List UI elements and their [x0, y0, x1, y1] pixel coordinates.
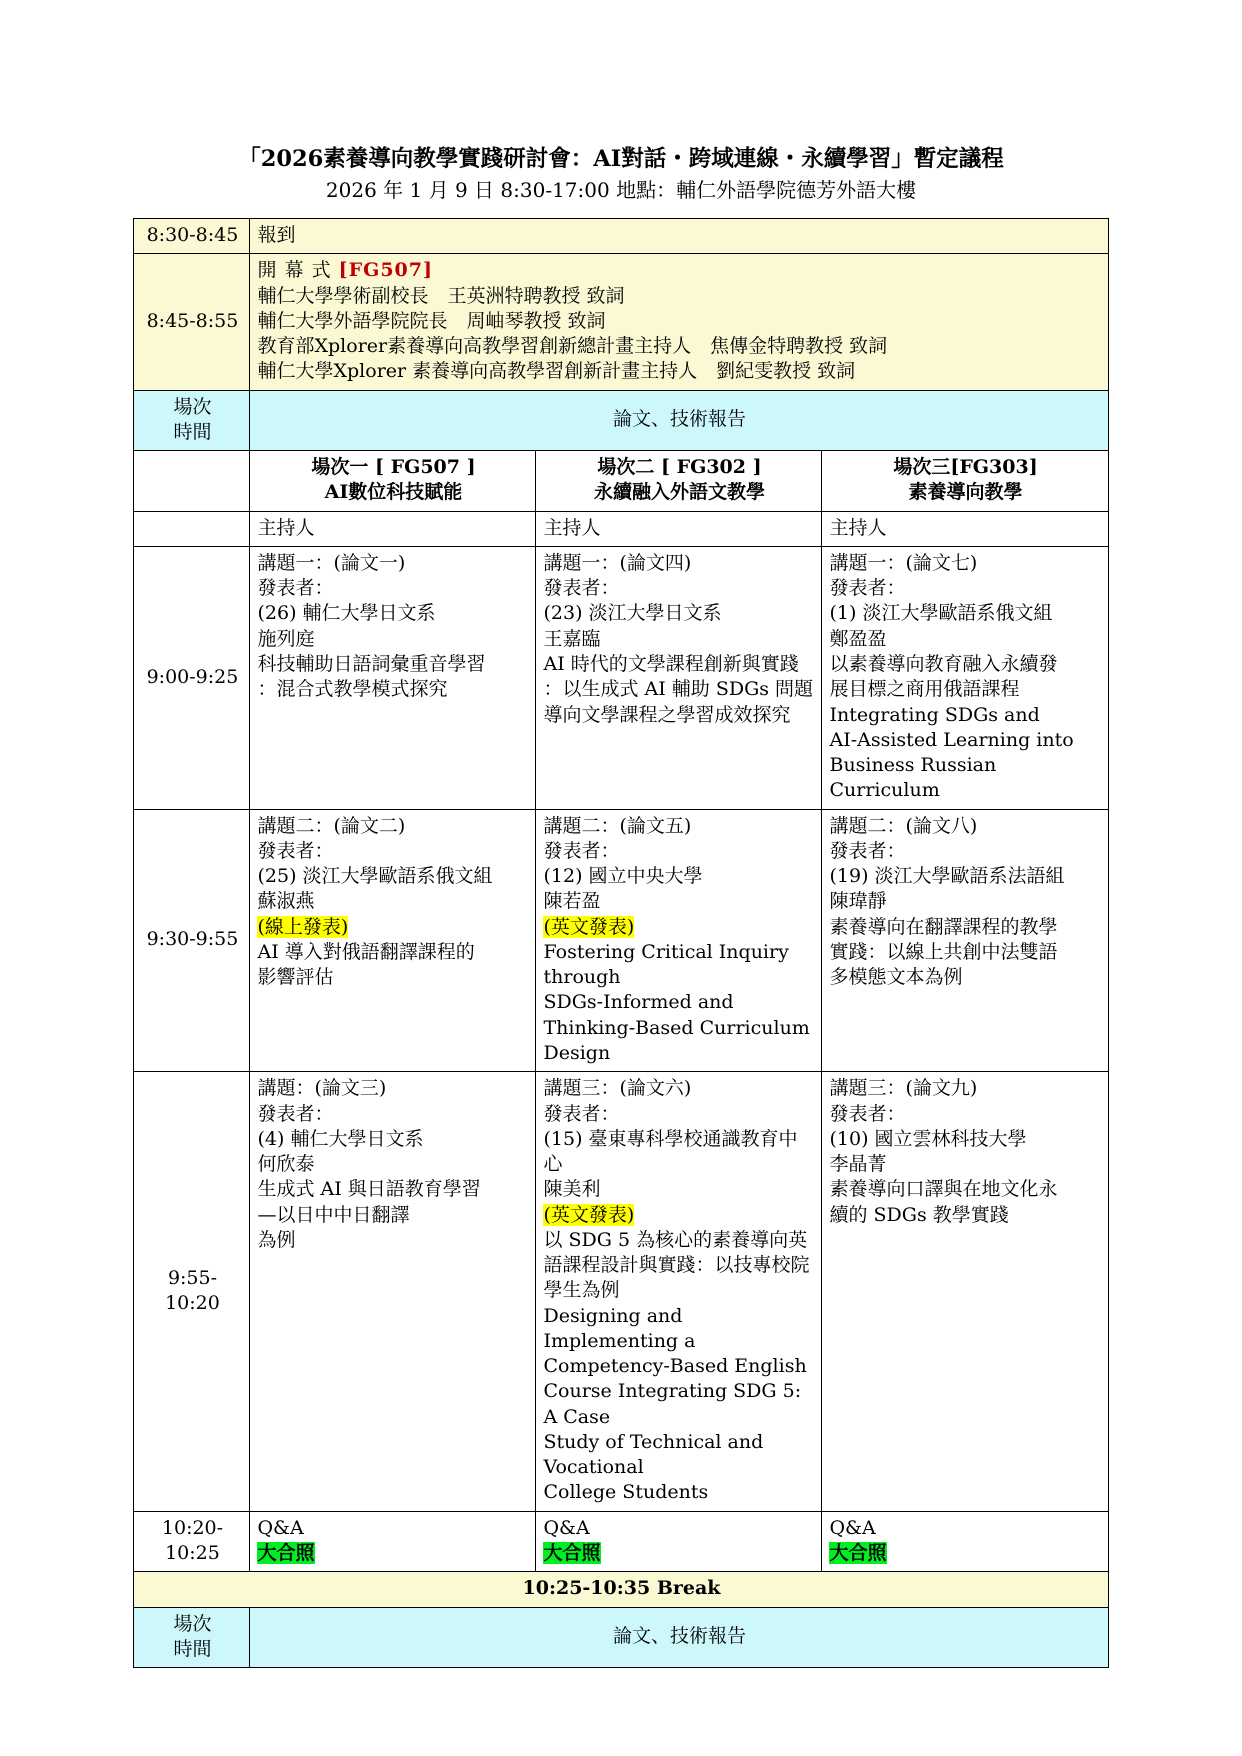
paper-title-line: Course Integrating SDG 5: A Case: [543, 1380, 802, 1428]
session-3-theme: 素養導向教學: [908, 481, 1023, 504]
paper-title-line: SDGs-Informed and: [543, 991, 734, 1014]
table-row-band-1: [134, 390, 1108, 451]
table-row-break: [134, 1572, 1108, 1607]
session-3-name: 場次三: [893, 456, 951, 479]
slot-cell: [822, 546, 1108, 809]
paper-title-line: 導向文學課程之學習成效探究: [543, 703, 791, 726]
paper-title-line: 生成式 AI 與日語教育學習: [257, 1178, 481, 1201]
group-photo-note: [257, 1541, 529, 1566]
paper-title-line: 實踐：以線上共創中法雙語: [829, 940, 1058, 963]
presenter-affiliation: (12) 國立中央大學: [543, 865, 703, 888]
presenter-label: 發表者：: [829, 839, 906, 862]
paper-title-line: 影響評估: [257, 966, 334, 989]
slot-time: 9:30-9:55: [134, 809, 250, 1072]
session-header-spacer: [134, 451, 250, 512]
presenter-name: 陳瑋靜: [829, 890, 887, 913]
slot-cell: [536, 809, 822, 1072]
slot-cell: [250, 546, 536, 809]
paper-title-line: ：以生成式 AI 輔助 SDGs 問題: [543, 678, 814, 701]
session-1-host: 主持人: [250, 511, 536, 546]
title-block: [0, 0, 1242, 204]
band-1-title: 論文、技術報告: [250, 390, 1108, 451]
page-title: 「2026素養導向教學實踐研討會：AI對話・跨域連線・永續學習」暫定議程: [238, 146, 1004, 172]
paper-title-line: Fostering Critical Inquiry through: [543, 940, 789, 989]
session-1-name: 場次一: [311, 456, 369, 479]
opening-content: [250, 254, 1108, 390]
paper-title-line: Designing and Implementing a: [543, 1304, 696, 1352]
slot-cell: [822, 809, 1108, 1072]
table-row-opening: [134, 254, 1108, 390]
paper-title-line: ：混合式教學模式探究: [257, 678, 448, 701]
paper-title-line: 為例: [257, 1228, 296, 1251]
paper-title-line: Business Russian Curriculum: [829, 754, 997, 802]
session-2-host: 主持人: [536, 511, 822, 546]
presenter-affiliation: (19) 淡江大學歐語系法語組: [829, 865, 1065, 888]
paper-title-line: 以素養導向教育融入永續發: [829, 652, 1058, 675]
presentation-mode-note: [543, 1203, 815, 1228]
presentation-mode-badge: (英文發表): [543, 1203, 635, 1226]
agenda-table: [133, 218, 1108, 1668]
paper-title-line: 多模態文本為例: [829, 966, 963, 989]
talk-topic: 講題二：(論文二): [257, 814, 406, 837]
paper-title-line: —以日中中日翻譯: [257, 1203, 410, 1226]
slot-time: 9:00-9:25: [134, 546, 250, 809]
presenter-label: 發表者：: [543, 577, 620, 600]
session-header-3: [822, 451, 1108, 512]
session-2-name: 場次二: [597, 456, 655, 479]
qa-time: 10:20-10:25: [134, 1511, 250, 1572]
band-2-time-label: [134, 1607, 250, 1668]
registration-time: 8:30-8:45: [134, 219, 250, 254]
talk-topic: 講題三：(論文六): [543, 1077, 692, 1100]
table-row-slot: [134, 546, 1108, 809]
paper-title-line: 學生為例: [543, 1279, 620, 1302]
registration-label: 報到: [250, 219, 1108, 254]
band-2-time-label-line1: 場次: [173, 1612, 212, 1635]
paper-title-line: Competency-Based English: [543, 1355, 807, 1378]
group-photo-badge: 大合照: [543, 1542, 601, 1565]
presenter-name: 陳若盈: [543, 890, 601, 913]
paper-title-line: Integrating SDGs and: [829, 703, 1040, 726]
table-row-qa: [134, 1511, 1108, 1572]
talk-topic: 講題二：(論文八): [829, 814, 978, 837]
table-row-registration: [134, 219, 1108, 254]
presenter-label: 發表者：: [257, 839, 334, 862]
presenter-affiliation: (1) 淡江大學歐語系俄文組: [829, 602, 1053, 625]
talk-topic: 講題一：(論文一): [257, 551, 406, 574]
qa-label: Q&A: [543, 1516, 590, 1539]
paper-title-line: Design: [543, 1041, 611, 1064]
talk-topic: 講題二：(論文五): [543, 814, 692, 837]
presenter-affiliation: (10) 國立雲林科技大學: [829, 1127, 1027, 1150]
session-2-theme: 永續融入外語文教學: [593, 481, 765, 504]
opening-line: 教育部Xplorer素養導向高教學習創新總計畫主持人 焦傳金特聘教授 致詞: [257, 335, 888, 358]
paper-title-line: AI 時代的文學課程創新與實踐: [543, 652, 799, 675]
paper-title-line: AI 導入對俄語翻譯課程的: [257, 940, 475, 963]
presenter-name: 李晶菁: [829, 1153, 887, 1176]
session-1-theme: AI數位科技賦能: [324, 481, 463, 504]
session-header-1: [250, 451, 536, 512]
presenter-name: 何欣泰: [257, 1153, 315, 1176]
paper-title-line: College Students: [543, 1481, 709, 1504]
talk-topic: 講題一：(論文四): [543, 551, 692, 574]
opening-line: 輔仁大學外語學院院長 周岫琴教授 致詞: [257, 309, 606, 332]
paper-title-line: 素養導向在翻譯課程的教學: [829, 915, 1058, 938]
opening-line: 輔仁大學學術副校長 王英洲特聘教授 致詞: [257, 284, 625, 307]
table-row-band-2: [134, 1607, 1108, 1668]
paper-title-line: Thinking-Based Curriculum: [543, 1016, 810, 1039]
qa-cell: [822, 1511, 1108, 1572]
session-2-room: [ FG302 ]: [661, 456, 762, 479]
session-3-host: 主持人: [822, 511, 1108, 546]
presenter-affiliation: (4) 輔仁大學日文系: [257, 1127, 424, 1150]
slot-cell: [536, 1072, 822, 1512]
presenter-label: 發表者：: [829, 577, 906, 600]
group-photo-note: [829, 1541, 1101, 1566]
group-photo-badge: 大合照: [257, 1542, 315, 1565]
presenter-name: 蘇淑燕: [257, 890, 315, 913]
paper-title-line: 科技輔助日語詞彙重音學習: [257, 652, 486, 675]
presenter-affiliation: (26) 輔仁大學日文系: [257, 602, 436, 625]
paper-title-line: Study of Technical and Vocational: [543, 1430, 764, 1479]
paper-title-line: 素養導向口譯與在地文化永: [829, 1178, 1058, 1201]
presenter-label: 發表者：: [257, 577, 334, 600]
group-photo-badge: 大合照: [829, 1542, 887, 1565]
table-row-slot: [134, 809, 1108, 1072]
paper-title-line: 語課程設計與實踐：以技專校院: [543, 1254, 810, 1277]
qa-cell: [250, 1511, 536, 1572]
band-1-time-label: [134, 390, 250, 451]
band-2-time-label-line2: 時間: [173, 1637, 212, 1660]
talk-topic: 講題三：(論文九): [829, 1077, 978, 1100]
presenter-affiliation: (23) 淡江大學日文系: [543, 602, 722, 625]
qa-label: Q&A: [829, 1516, 876, 1539]
paper-title-line: 續的 SDGs 教學實踐: [829, 1203, 1009, 1226]
presenter-label: 發表者：: [543, 1102, 620, 1125]
presenter-name: 王嘉臨: [543, 627, 601, 650]
session-header-2: [536, 451, 822, 512]
presentation-mode-note: [543, 915, 815, 940]
group-photo-note: [543, 1541, 815, 1566]
slot-time: 9:55-10:20: [134, 1072, 250, 1512]
table-row-hosts: [134, 511, 1108, 546]
opening-room-code: [FG507]: [338, 259, 433, 282]
presenter-affiliation: (15) 臺東專科學校通識教育中心: [543, 1127, 798, 1176]
qa-cell: [536, 1511, 822, 1572]
presentation-mode-badge: (英文發表): [543, 915, 635, 938]
talk-topic: 講題：(論文三): [257, 1077, 387, 1100]
presenter-label: 發表者：: [543, 839, 620, 862]
opening-line: 輔仁大學Xplorer 素養導向高教學習創新計畫主持人 劉紀雯教授 致詞: [257, 360, 856, 383]
slot-cell: [250, 1072, 536, 1512]
presentation-mode-note: [257, 915, 529, 940]
table-row-session-headers: [134, 451, 1108, 512]
paper-title-line: 展目標之商用俄語課程: [829, 678, 1020, 701]
paper-title-line: 以 SDG 5 為核心的素養導向英: [543, 1228, 808, 1251]
host-row-spacer: [134, 511, 250, 546]
presenter-affiliation: (25) 淡江大學歐語系俄文組: [257, 865, 493, 888]
presentation-mode-badge: (線上發表): [257, 915, 349, 938]
break-label: 10:25-10:35 Break: [134, 1572, 1108, 1607]
band-2-title: 論文、技術報告: [250, 1607, 1108, 1668]
presenter-label: 發表者：: [829, 1102, 906, 1125]
session-3-room: [FG303]: [950, 456, 1038, 479]
opening-heading-line: [257, 258, 1101, 283]
page-subtitle: 2026 年 1 月 9 日 8:30-17:00 地點：輔仁外語學院德芳外語大樓: [325, 178, 917, 202]
band-1-time-label-line2: 時間: [173, 420, 212, 443]
presenter-name: 施列庭: [257, 627, 315, 650]
slot-cell: [536, 546, 822, 809]
band-1-time-label-line1: 場次: [173, 395, 212, 418]
paper-title-line: AI-Assisted Learning into: [829, 728, 1074, 751]
table-row-slot: [134, 1072, 1108, 1512]
qa-label: Q&A: [257, 1516, 304, 1539]
opening-time: 8:45-8:55: [134, 254, 250, 390]
presenter-name: 陳美利: [543, 1178, 601, 1201]
presenter-name: 鄭盈盈: [829, 627, 887, 650]
slot-cell: [822, 1072, 1108, 1512]
slot-cell: [250, 809, 536, 1072]
presenter-label: 發表者：: [257, 1102, 334, 1125]
talk-topic: 講題一：(論文七): [829, 551, 978, 574]
session-1-room: [ FG507 ]: [375, 456, 476, 479]
opening-heading: 開 幕 式: [257, 259, 332, 282]
